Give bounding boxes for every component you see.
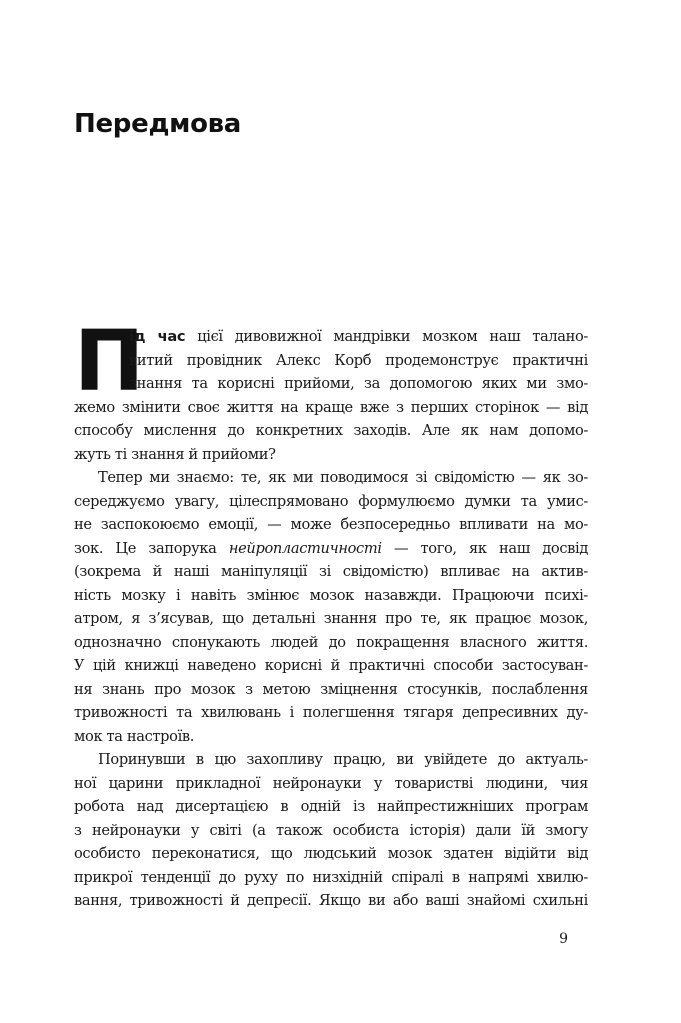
text-line: особисто переконатися, що людський мозок здатен відійти від [74, 845, 588, 862]
paragraph-1 [74, 312, 588, 466]
text-line [74, 537, 588, 561]
text-line: прикрої тенденції до руху по низхідній спіралі в напрямі хвилю- [74, 868, 588, 886]
italic-term: нейропластичності [228, 539, 382, 557]
text-line: тривожності та хвилювань і полегшення тягаря депресивних ду- [74, 704, 588, 721]
page-number: 9 [559, 931, 568, 947]
text-line: (зокрема й наші маніпуляції зі свідомістю) впливає на актив- [74, 563, 588, 580]
text-line: однозначно спонукають людей до покращення власного життя. [74, 633, 588, 651]
text-line: Тепер ми знаємо: те, як ми поводимося зі свідомістю — як зо- [98, 469, 588, 486]
line-text: цієї дивовижної мандрівки мозком наш талано- [185, 328, 588, 345]
lead-words: ід час [129, 328, 186, 345]
line-text: зок. Це запорука [74, 539, 229, 557]
text-line: мок та настроїв. [74, 727, 195, 745]
text-line: Поринувши в цю захопливу працю, ви увійдете до актуаль- [98, 751, 588, 768]
text-line: способу мислення до конкретних заходів. Але як нам допомо- [74, 422, 588, 439]
text-line: жемо змінити своє життя на краще вже з перших сторінок — від [74, 398, 588, 416]
text-line: жуть ті знання й прийоми? [74, 445, 276, 463]
paragraph-2 [74, 466, 588, 748]
drop-cap: П [74, 312, 141, 410]
text-line: витий провідник Алекс Корб продемонструє практичні [129, 351, 588, 369]
text-line: середжуємо увагу, цілеспрямовано формулюємо думки та умис- [74, 492, 588, 510]
text-line: з нейронауки у світі (а також особиста історія) дали їй змогу [74, 821, 588, 839]
text-line: У цій книжці наведено корисні й практичні способи застосуван- [74, 657, 588, 674]
line-text: — того, як наш досвід [381, 539, 588, 557]
text-line: знання та корисні прийоми, за допомогою яких ми змо- [129, 375, 588, 392]
paragraph-3 [74, 748, 588, 913]
text-line: атром, я з’ясував, що детальні знання про те, як працює мозок, [74, 610, 588, 627]
text-line: вання, тривожності й депресії. Якщо ви або ваші знайомі схильні [74, 892, 588, 909]
text-line: ня знань про мозок з метою зміцнення стосунків, послаблення [74, 680, 588, 698]
chapter-title: Передмова [74, 109, 242, 139]
text-line: робота над дисертацією в одній із найпрестижніших програм [74, 798, 588, 815]
text-line: ність мозку і навіть змінює мозок назавжди. Працюючи психі- [74, 586, 588, 604]
text-line: не заспокоюємо емоції, — може безпосередньо впливати на мо- [74, 516, 588, 533]
body-text [74, 312, 588, 913]
text-line: ної царини прикладної нейронауки у товаристві людини, чия [74, 774, 588, 792]
text-line [74, 325, 588, 349]
